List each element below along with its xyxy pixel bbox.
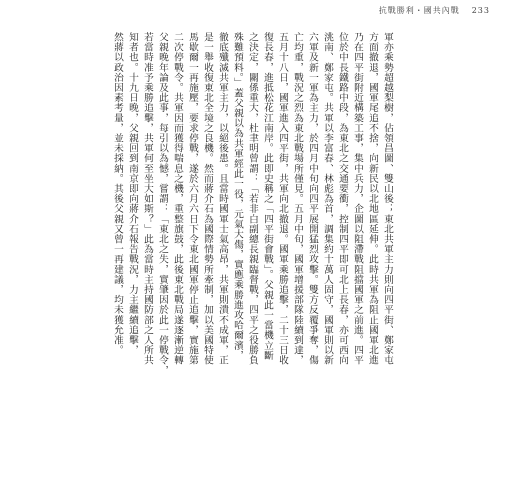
text-column: 若當時准予乘勝追擊，共軍何至坐大如斯？」此為當時主持國防部之人所共	[142, 32, 153, 366]
text-column: 洮南、鄭家屯。共軍以李富春、林彪為首，調集約十萬人固守，國軍則以新	[322, 32, 333, 366]
text-column: 知者也。十九日晚，父親回到南京即向蔣介石報告戰況，力主繼續追擊，	[127, 32, 138, 356]
text-column: 馬歇爾一再施壓，要求停戰，遂於六月六日下令東北國軍停止追擊，實施第	[187, 32, 198, 366]
vertical-text-columns	[110, 32, 395, 442]
text-column: 軍亦乘勢超越梨樹，佔領昌圖、雙山後；東北共軍主力則向四平街、鄭家屯	[382, 32, 393, 366]
text-column: 父親晚年論及此事，每引以為憾，嘗謂：「東北之失，實肇因於此一停戰令，	[157, 32, 168, 376]
running-head	[379, 5, 490, 16]
text-column: 復長春，進抵松花江南岸。此即史稱之「四平街會戰」。父親此一當機立斷	[262, 32, 273, 361]
text-column: 然蔣以政治因素考量，並未採納。其後父親又曾一再建議，均未獲允准。	[112, 32, 123, 356]
body-text-block	[110, 32, 410, 442]
running-head-title: 抗戰勝利・國共內戰	[378, 6, 460, 15]
text-column: 位於中長鐵路中段，為東北之交通要衝，控制四平即可北上長春，亦可西向	[337, 32, 348, 366]
text-column: 殊難預料。」蓋父親以為共軍經此一役，元氣大傷，實應乘勝進攻哈爾濱，	[232, 32, 243, 361]
text-column: 是一舉收復東北全境之良機。然而蔣介石為國際情勢所牽制，加以美國特使	[202, 32, 213, 366]
text-column: 方面撤退，國軍尾追不捨，向新民以北地區延伸。此時共軍為阻止國軍北進	[367, 32, 378, 366]
text-column: 二次停戰令。共軍因而獲得喘息之機，重整旗鼓，此後東北戰局遂逐漸逆轉	[172, 32, 183, 366]
text-column: 五月十八日，國軍進入四平街，共軍向北撤退。國軍乘勝追擊，二十三日收	[277, 32, 288, 366]
text-column: 六軍及新一軍為主力，於四月中旬向四平展開猛烈攻擊。雙方反覆爭奪，傷	[307, 32, 318, 366]
text-column: 徹底殲滅共軍主力，以絕後患。且當時國軍士氣高昂，共軍則潰不成軍，正	[217, 32, 228, 366]
text-column: 之決定，關係重大，杜聿明曾謂：「若非白副總長親臨督戰，四平之役勝負	[247, 32, 258, 366]
text-column: 亡均重，戰況之烈為東北戰場所僅見。五月中旬，國軍增援部隊陸續到達，	[292, 32, 303, 366]
text-column: 乃在四平街附近構築工事，集中兵力，企圖以阻滯戰阻擋國軍之前進。四平	[352, 32, 363, 366]
page-number: 233	[471, 6, 490, 15]
